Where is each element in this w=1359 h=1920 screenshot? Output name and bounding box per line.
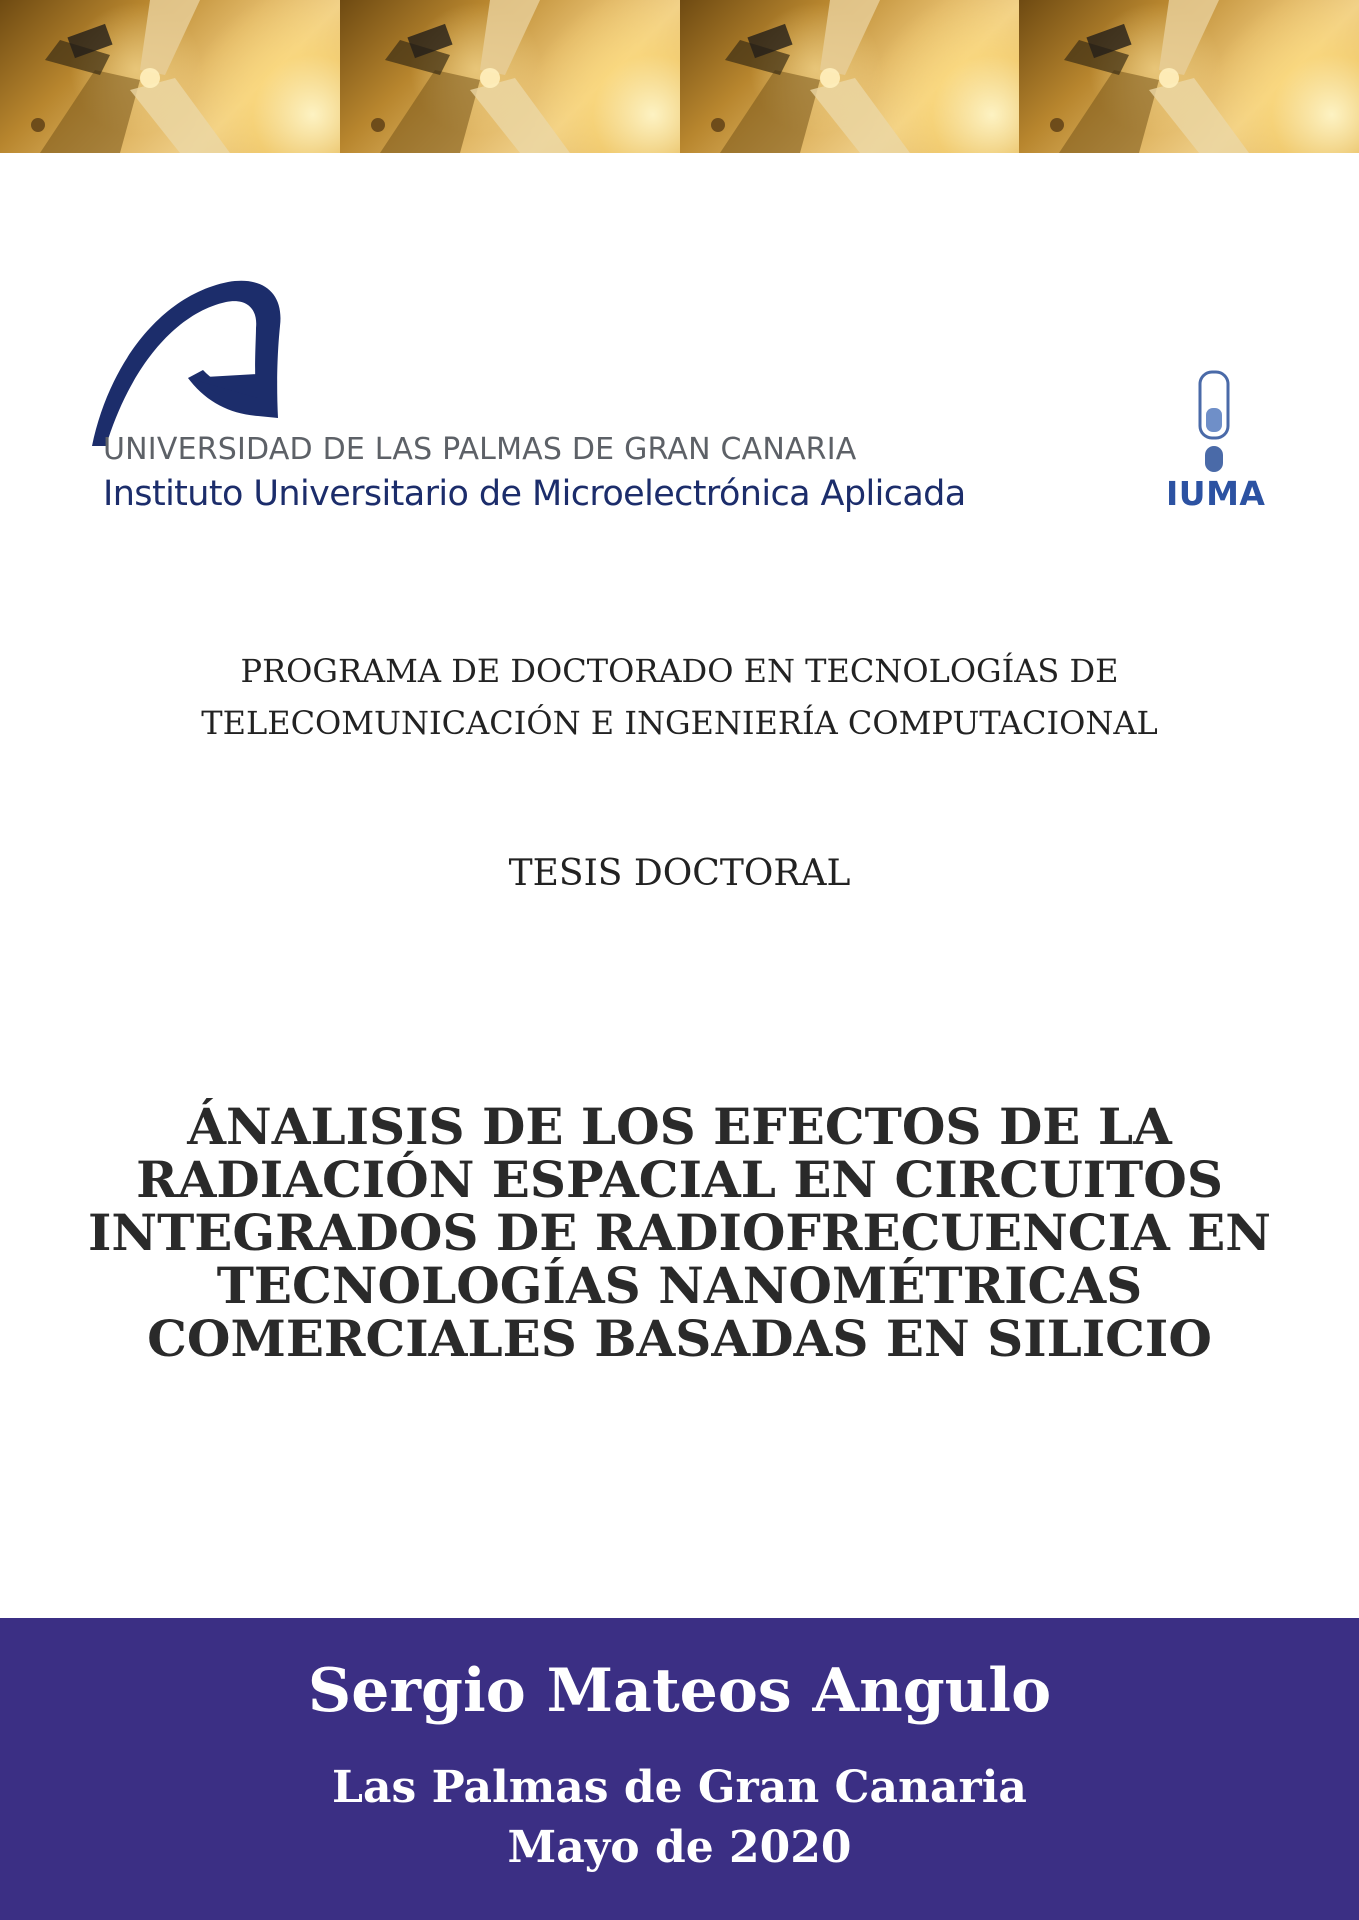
doctoral-program [0,645,1359,749]
banner-photo-tile [1019,0,1359,153]
title-line: RADIACIÓN ESPACIAL EN CIRCUITOS [136,1150,1223,1209]
header-banner [0,0,1359,153]
author-name: Sergio Mateos Angulo [307,1656,1052,1726]
banner-photo-tile [0,0,340,153]
place: Las Palmas de Gran Canaria [332,1762,1027,1813]
institute-name: Instituto Universitario de Microelectrónica Aplicada [103,474,966,514]
ulpgc-logo-icon [88,278,288,448]
title-line: TECNOLOGÍAS NANOMÉTRICAS [216,1256,1143,1315]
title-line: INTEGRADOS DE RADIOFRECUENCIA EN [88,1203,1271,1262]
program-line: PROGRAMA DE DOCTORADO EN TECNOLOGÍAS DE [240,652,1119,690]
chip-wire-illustration [1019,0,1359,153]
iuma-logo-icon [1196,370,1232,474]
university-name: UNIVERSIDAD DE LAS PALMAS DE GRAN CANARIA [103,432,857,467]
chip-wire-illustration [680,0,1020,153]
date: Mayo de 2020 [507,1822,852,1873]
title-line: ÁNALISIS DE LOS EFECTOS DE LA [187,1097,1172,1156]
iuma-label: IUMA [1166,474,1266,513]
banner-photo-tile [680,0,1020,153]
program-line: TELECOMUNICACIÓN E INGENIERÍA COMPUTACIONAL [201,704,1158,742]
document-type: TESIS DOCTORAL [508,853,851,894]
title-line: COMERCIALES BASADAS EN SILICIO [147,1309,1212,1368]
chip-wire-illustration [340,0,680,153]
banner-photo-tile [340,0,680,153]
chip-wire-illustration [0,0,340,153]
thesis-title [40,1097,1319,1368]
